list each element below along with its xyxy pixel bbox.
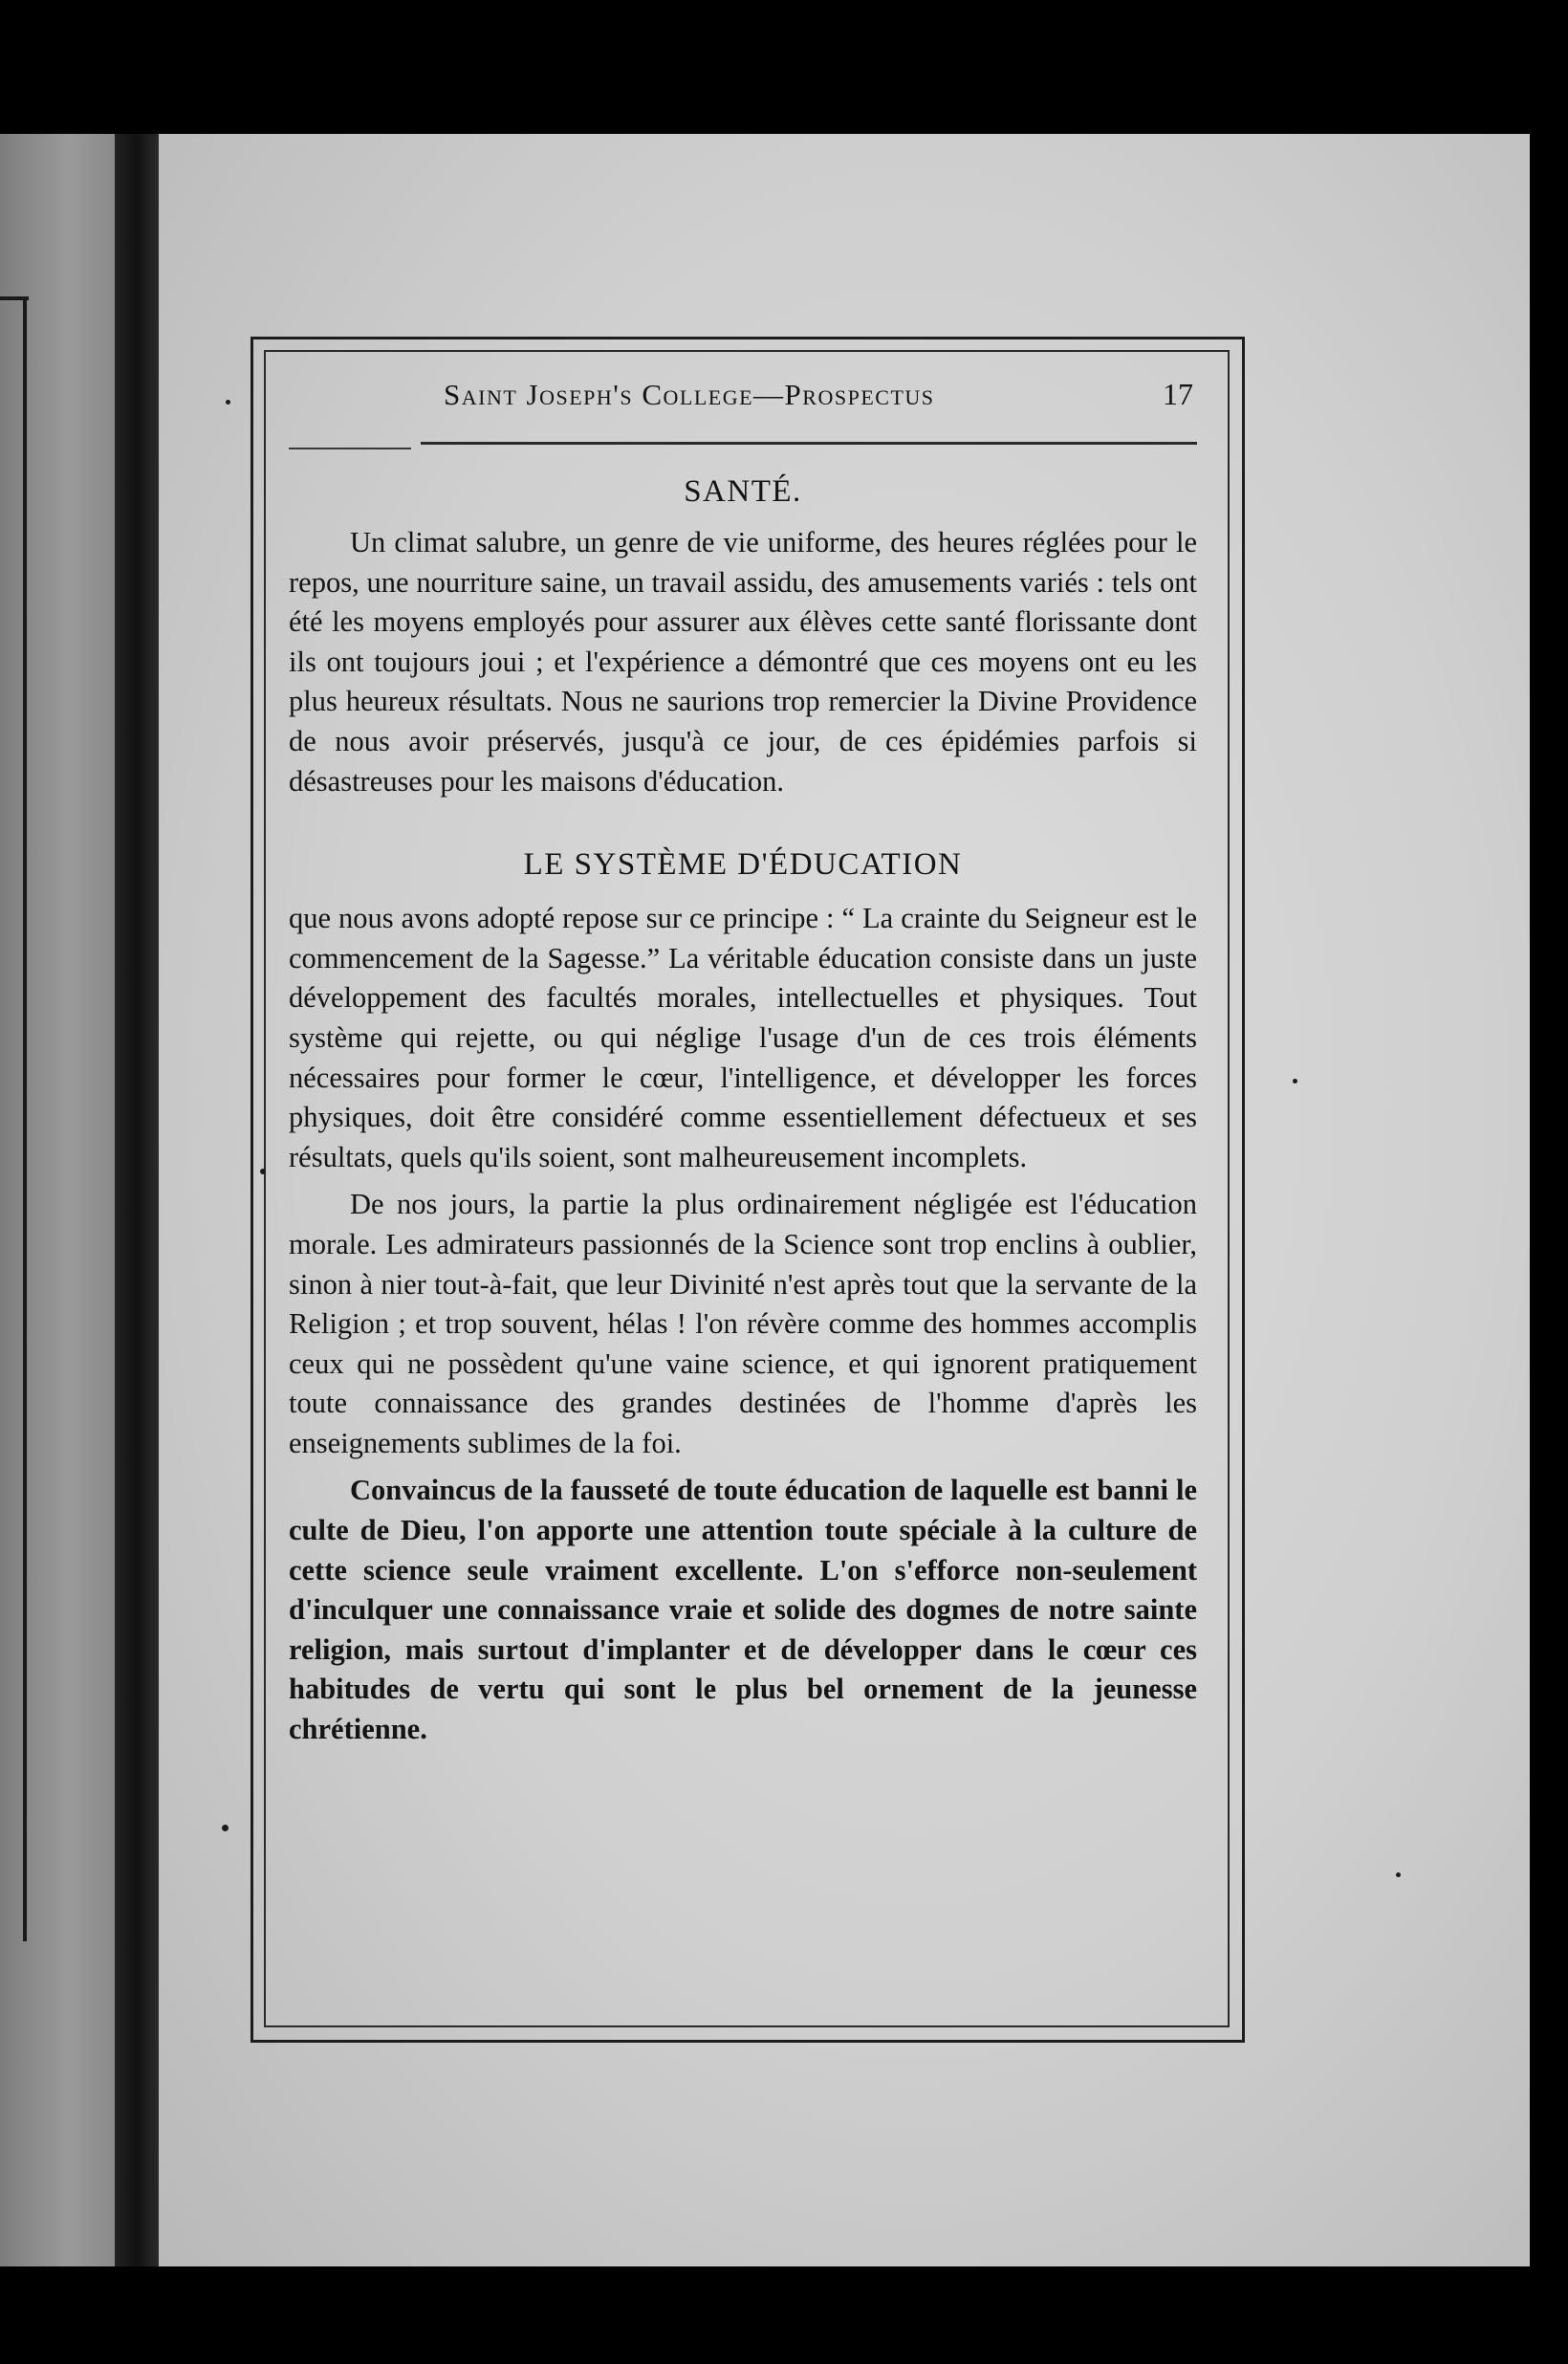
paragraph-systeme-2: De nos jours, la partie la plus ordinairement négligée est l'éducation morale. Les admirateurs passionnés de la Science sont trop enclins à oublier, sinon à nier tout-à-fait, que leur Divinité n'est après tout que la servante de la Religion ; et trop souvent, hélas ! l'on révère comme des hommes accomplis ceux qui ne possèdent qu'une vaine science, et qui ignorent pratiquement toute connaissance des grandes destinées de l'homme d'après les enseignements sublimes de la foi. (289, 1188, 1197, 1459)
ink-speck (222, 1825, 229, 1831)
ink-speck (226, 400, 230, 405)
head-rule-left (289, 448, 411, 449)
section-heading-systeme: LE SYSTÈME D'ÉDUCATION (523, 847, 963, 883)
paragraph-systeme-3: Convaincus de la fausseté de toute éducation de laquelle est banni le culte de Dieu, l'on apporte une attention toute spéciale à la culture de cette science seule vraiment excellente. L'on s'efforce non-seulement d'inculquer une connaissance vraie et solide des dogmes de notre sainte religion, mais surtout d'implanter et de développer dans le cœur ces habitudes de vertu qui sont le plus bel ornement de la jeunesse chrétienne. (289, 1474, 1197, 1746)
section-heading-sante: SANTÉ. (684, 474, 802, 509)
page-text (289, 363, 1197, 1750)
ink-speck (260, 1169, 266, 1174)
left-page-border-corner (0, 296, 29, 300)
paragraph-sante: Un climat salubre, un genre de vie uniforme, des heures réglées pour le repos, une nourriture saine, un travail assidu, des amusements variés : tels ont été les moyens employés pour assurer aux élèves cette santé florissante dont ils ont toujours joui ; et l'expérience a démontré que ces moyens ont eu les plus heureux résultats. Nous ne saurions trop remercier la Divine Providence de nous avoir préservés, jusqu'à ce jour, de ces épidémies parfois si désastreuses pour les maisons d'éducation. (289, 526, 1197, 798)
paragraph-systeme-1: que nous avons adopté repose sur ce principe : “ La crainte du Seigneur est le commencement de la Sagesse.” La véritable éducation consiste dans un juste développement des facultés morales, intellectuelles et physiques. Tout système qui rejette, ou qui néglige l'usage d'un de ces trois éléments nécessaires pour former le cœur, l'intelligence, et développer les forces physiques, doit être considéré comme essentiellement défectueux et ses résultats, quels qu'ils soient, sont malheureusement incomplets. (289, 902, 1197, 1173)
running-head (289, 363, 1197, 434)
left-page-fragment (0, 134, 115, 2266)
left-page-border-rule (23, 296, 27, 1941)
book-gutter (115, 134, 159, 2266)
ink-speck (1396, 1872, 1401, 1877)
running-title: Saint Joseph's College—Prospectus (444, 378, 935, 411)
ink-speck (1293, 1079, 1297, 1084)
head-rule (421, 442, 1197, 445)
page-number: 17 (1163, 377, 1193, 411)
